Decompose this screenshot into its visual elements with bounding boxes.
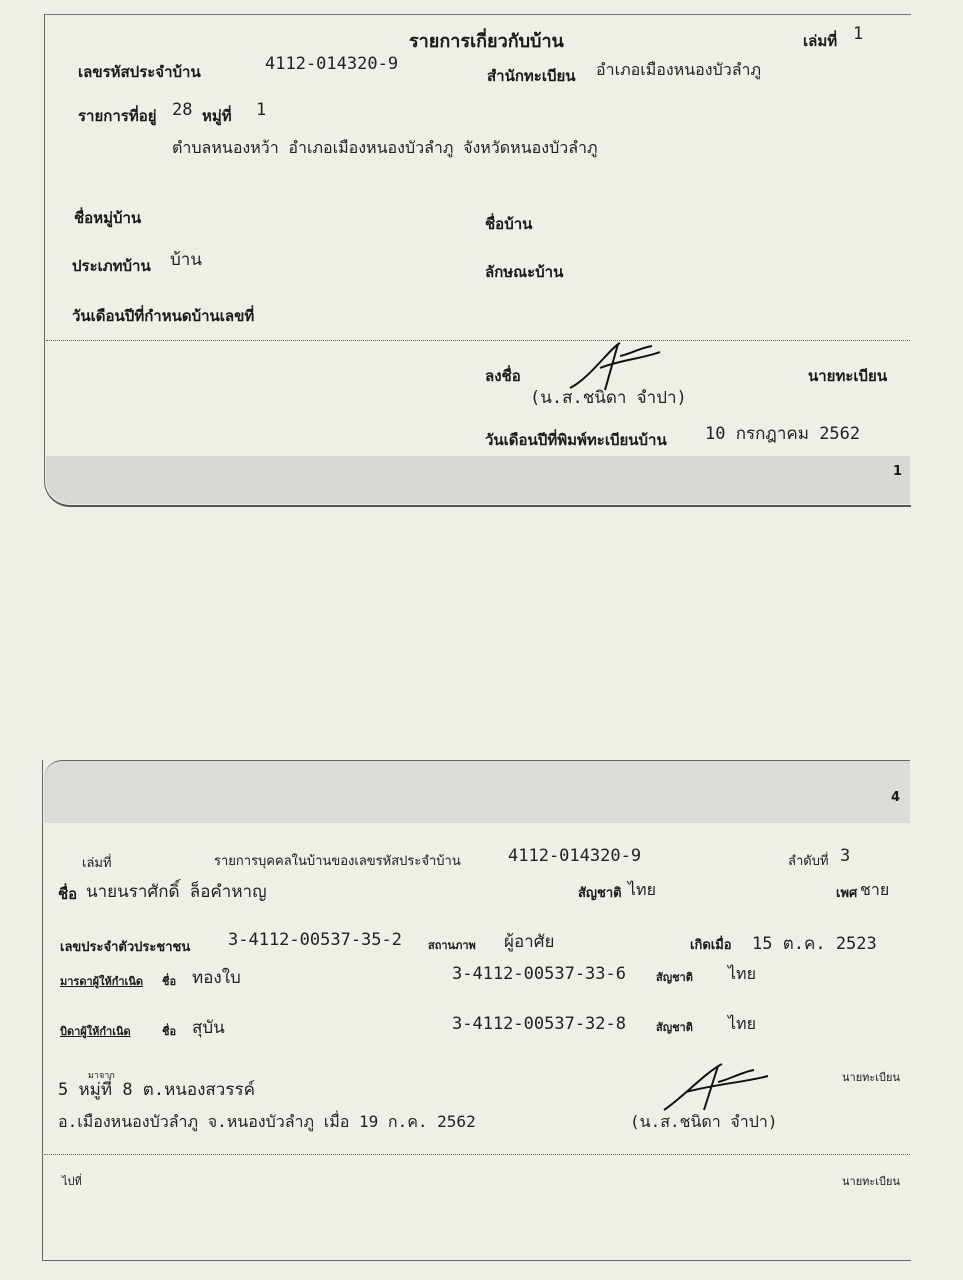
sign-label: ลงชื่อ [485,367,521,385]
person-header-label: รายการบุคคลในบ้านของเลขรหัสประจำบ้าน [214,854,461,869]
person-registrar-title: นายทะเบียน [842,1071,901,1084]
mother-nationality-label: สัญชาติ [656,971,693,984]
order-label: ลำดับที่ [788,854,829,869]
house-number: 28 [172,100,193,120]
house-record-title: รายการเกี่ยวกับบ้าน [409,31,564,52]
father-name-label: ชื่อ [162,1025,177,1038]
house-feature-label: ลักษณะบ้าน [485,263,564,281]
sex-label: เพศ [836,886,858,901]
house-type-label: ประเภทบ้าน [72,257,151,275]
house-code: 4112-014320-9 [265,54,399,74]
id-label: เลขประจำตัวประชาชน [60,940,191,955]
house-type-value: บ้าน [170,250,202,270]
status-value: ผู้อาศัย [504,932,555,952]
office-label: สำนักทะเบียน [487,67,576,85]
mother-nationality: ไทย [728,964,756,983]
mother-name: ทองใบ [192,968,241,988]
father-nationality: ไทย [728,1014,756,1033]
divider-dotted-2 [44,1154,910,1155]
registrar-name: (น.ส.ชนิดา จำปา) [530,388,687,408]
address-label: รายการที่อยู่ [78,107,157,125]
print-date: 10 กรกฎาคม 2562 [705,424,861,444]
house-name-label: ชื่อบ้าน [485,215,533,233]
person-name: นายนราศักดิ์ ล็อคำหาญ [86,882,267,902]
father-nationality-label: สัญชาติ [656,1021,693,1034]
born-date: 15 ต.ค. 2523 [752,934,877,954]
person-name-label: ชื่อ [58,885,78,903]
person-book-label: เล่มที่ [82,856,112,871]
status-label: สถานภาพ [428,939,476,952]
book-label: เล่มที่ [803,32,838,50]
father-label: บิดาผู้ให้กำเนิด [60,1025,131,1038]
moved-from-line-1: 5 หมู่ที่ 8 ต.หนองสวรรค์ [58,1080,255,1100]
moo-label: หมู่ที่ [202,107,232,125]
office-value: อำเภอเมืองหนองบัวลำภู [596,60,762,79]
nationality-label: สัญชาติ [578,886,622,901]
moved-to-label: ไปที่ [62,1175,82,1188]
person-registrar-title-2: นายทะเบียน [842,1175,901,1188]
sex-value: ชาย [860,880,890,899]
father-id: 3-4112-00537-32-8 [452,1014,626,1034]
moved-from-label: มาจาก [88,1071,115,1081]
id-number: 3-4112-00537-35-2 [228,930,402,950]
address-line-2: ตำบลหนองหว้า อำเภอเมืองหนองบัวลำภู จังหวัดหนองบัวลำภู [172,138,598,157]
page-number-1: 1 [893,464,903,479]
house-code-label: เลขรหัสประจำบ้าน [78,63,201,81]
mother-name-label: ชื่อ [162,975,177,988]
father-name: สุบัน [192,1018,225,1038]
person-house-code: 4112-014320-9 [508,846,642,866]
page-number-4: 4 [891,790,901,805]
registrar-title: นายทะเบียน [808,367,888,385]
born-label: เกิดเมื่อ [690,938,732,953]
person-registrar-signature [656,1058,776,1118]
order-number: 3 [840,846,851,866]
house-record-footer-band [46,456,910,504]
date-assigned-label: วันเดือนปีที่กำหนดบ้านเลขที่ [72,307,255,325]
mother-id: 3-4112-00537-33-6 [452,964,626,984]
person-registrar-name: (น.ส.ชนิดา จำปา) [630,1112,778,1131]
person-record-card [42,760,911,1261]
nationality-value: ไทย [628,880,656,899]
print-date-label: วันเดือนปีที่พิมพ์ทะเบียนบ้าน [485,431,667,449]
divider-dotted [46,340,910,341]
book-number: 1 [853,24,864,44]
mother-label: มารดาผู้ให้กำเนิด [60,975,143,988]
village-name-label: ชื่อหมู่บ้าน [74,209,142,227]
moved-from-line-2: อ.เมืองหนองบัวลำภู จ.หนองบัวลำภู เมื่อ 19 ก.ค. 2562 [58,1112,476,1131]
moo-value: 1 [256,100,267,120]
